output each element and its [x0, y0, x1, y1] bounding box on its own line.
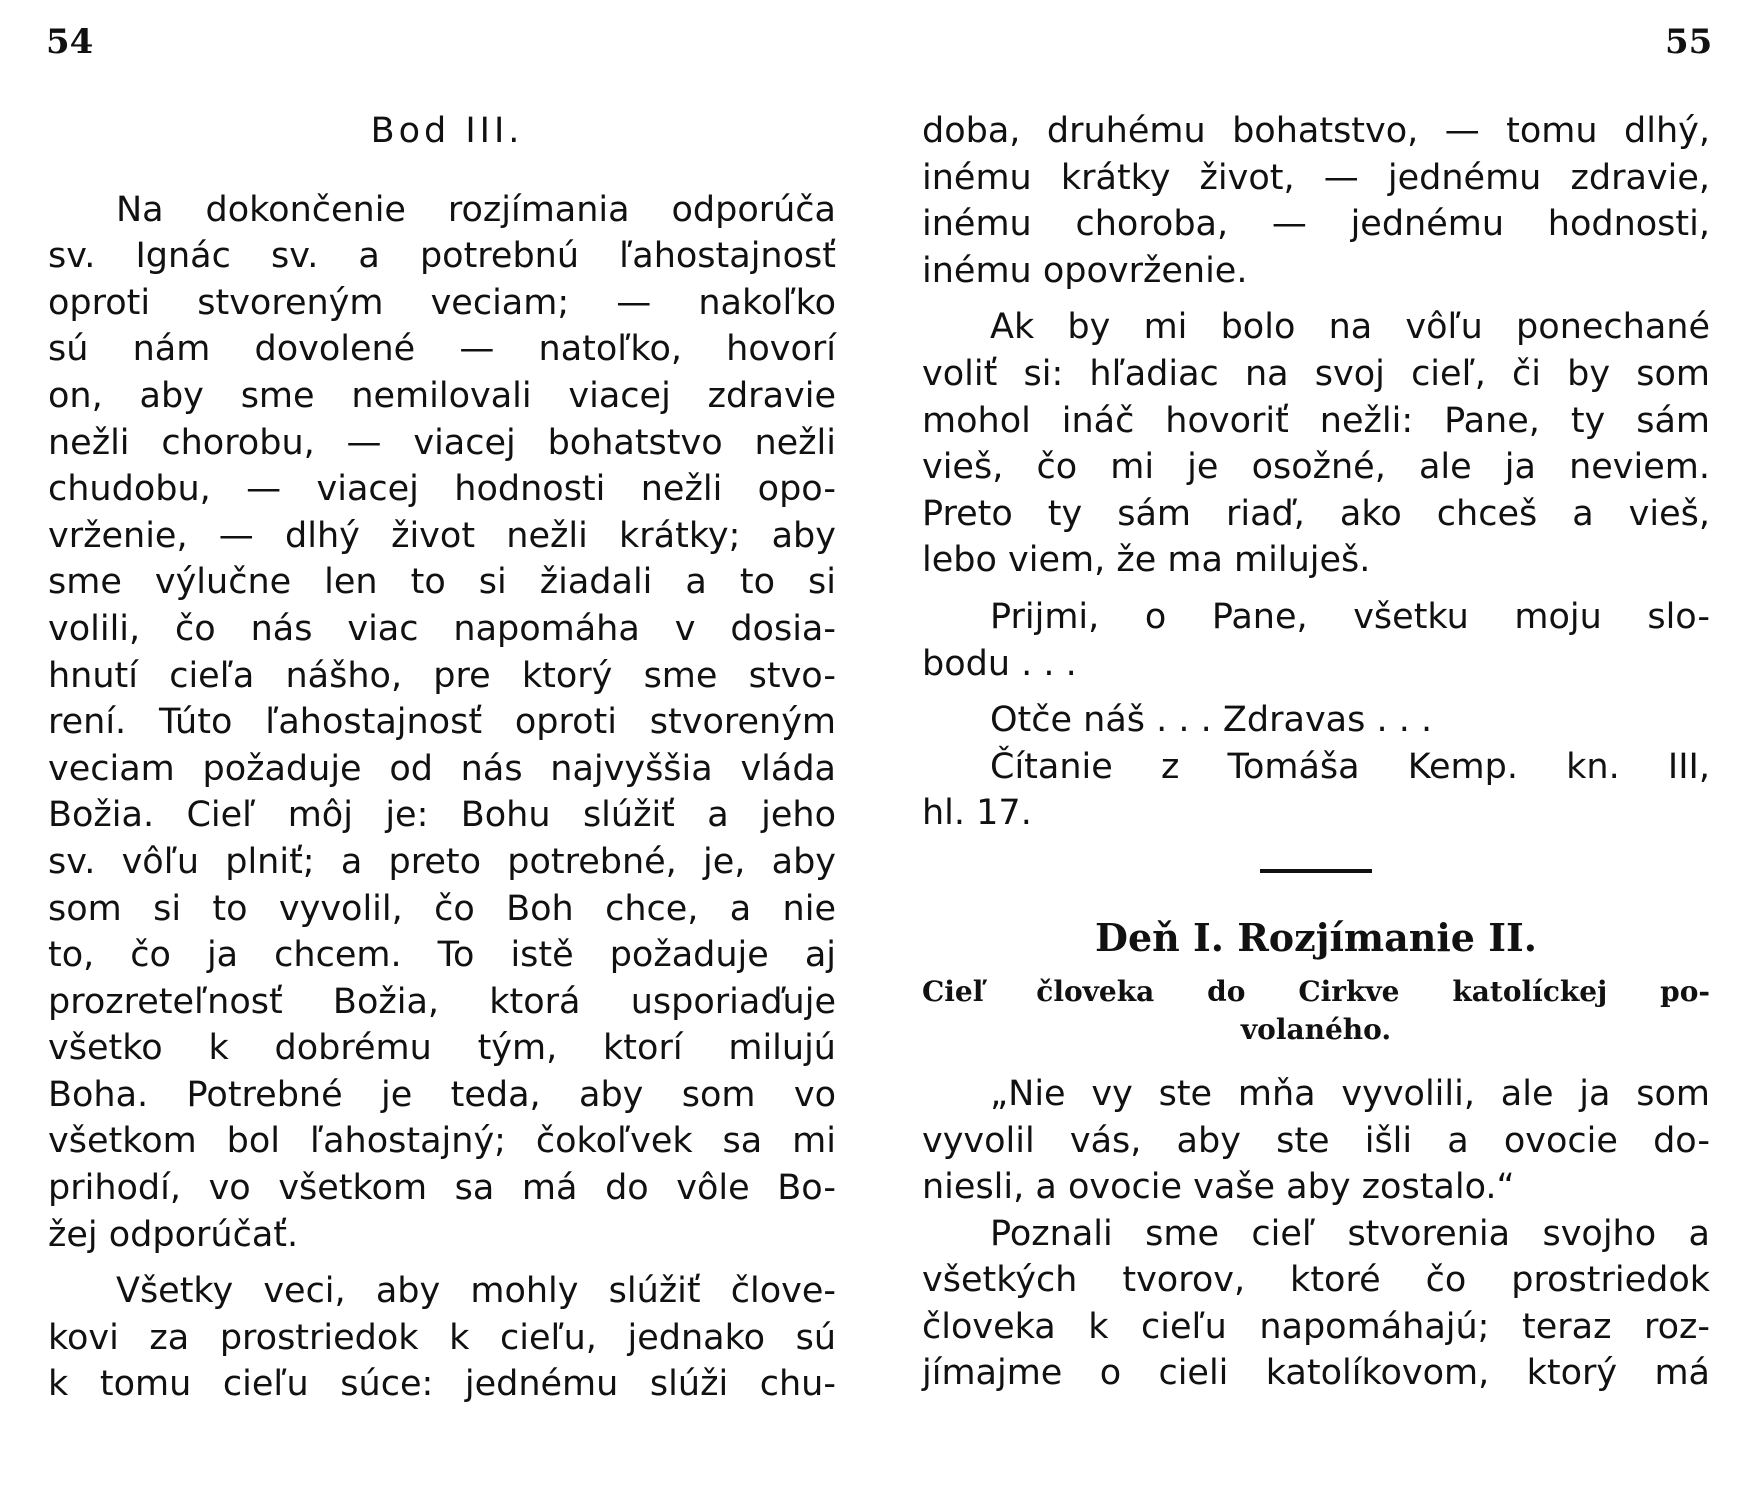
text-line: žej odporúčať.	[48, 1214, 299, 1255]
text-line: jímajme o cieli katolíkovom, ktorý má	[922, 1353, 1710, 1394]
text-line: prozreteľnosť Božia, ktorá usporiaďuje	[48, 981, 836, 1022]
text-line: bodu . . .	[922, 643, 1077, 684]
text-line: voliť si: hľadiac na svoj cieľ, či by som	[922, 353, 1710, 394]
text-line: kovi za prostriedok k cieľu, jednako sú	[48, 1317, 836, 1358]
text-line: nežli chorobu, — viacej bohatstvo nežli	[48, 422, 836, 463]
text-line: všetkom bol ľahostajný; čokoľvek sa mi	[48, 1121, 836, 1162]
text-line: všetko k dobrému tým, ktorí milujú	[48, 1028, 836, 1069]
text-line: inému krátky život, — jednému zdravie,	[922, 157, 1710, 198]
section-divider	[1260, 869, 1372, 873]
text-line: prihodí, vo všetkom sa má do vôle Bo-	[48, 1168, 836, 1209]
meditation-subtitle	[922, 973, 1710, 1049]
paragraph-prayer	[922, 594, 1710, 687]
paragraph-final	[922, 1211, 1710, 1397]
text-line: veciam požaduje od nás najvyššia vláda	[48, 748, 836, 789]
text-line: hl. 17.	[922, 793, 1032, 834]
text-line: som si to vyvolil, čo Boh chce, a nie	[48, 888, 836, 929]
text-line: vieš, čo mi je osožné, ale ja neviem.	[922, 447, 1710, 488]
text-line: sú nám dovolené — natoľko, hovorí	[48, 329, 836, 370]
text-line: Poznali sme cieľ stvorenia svojho a	[990, 1213, 1710, 1254]
text-line: Otče náš . . . Zdravas . . .	[990, 700, 1433, 741]
text-line: sme výlučne len to si žiadali a to si	[48, 562, 836, 603]
text-line: k tomu cieľu súce: jednému slúži chu-	[48, 1364, 836, 1405]
section-title: Bod III.	[370, 111, 524, 151]
text-line: hnutí cieľa nášho, pre ktorý sme stvo-	[48, 655, 836, 696]
subtitle-line: Cieľ človeka do Cirkve katolíckej po-	[922, 974, 1710, 1008]
paragraph-reading	[922, 744, 1710, 837]
paragraph-free-will	[922, 304, 1710, 584]
right-page-number: 55	[1665, 22, 1713, 62]
text-line: Všetky veci, aby mohly slúžiť člove-	[116, 1271, 836, 1312]
text-line: to, čo ja chcem. To istě požaduje aj	[48, 935, 836, 976]
text-line: inému choroba, — jednému hodnosti,	[922, 204, 1710, 245]
left-page-number: 54	[46, 22, 94, 62]
text-line: volili, čo nás viac napomáha v dosia-	[48, 608, 836, 649]
subtitle-line: volaného.	[1240, 1012, 1392, 1046]
day-title: Deň I. Rozjímanie II.	[1095, 914, 1537, 960]
text-line: vyvolil vás, aby ste išli a ovocie do-	[922, 1120, 1710, 1161]
text-line: mohol ináč hovoriť nežli: Pane, ty sám	[922, 400, 1710, 441]
text-line: Preto ty sám riaď, ako chceš a vieš,	[922, 493, 1710, 534]
text-line: niesli, a ovocie vaše aby zostalo.“	[922, 1167, 1515, 1208]
left-page-column	[48, 108, 836, 1408]
text-line: Čítanie z Tomáša Kemp. kn. III,	[990, 746, 1710, 787]
text-line: Ak by mi bolo na vôľu ponechané	[990, 307, 1710, 348]
paragraph-our-father	[922, 697, 1710, 744]
paragraph-quote	[922, 1071, 1710, 1211]
text-line: inému opovrženie.	[922, 250, 1248, 291]
text-line: všetkých tvorov, ktoré čo prostriedok	[922, 1260, 1710, 1301]
text-line: Na dokončenie rozjímania odporúča	[116, 189, 836, 230]
text-line: on, aby sme nemilovali viacej zdravie	[48, 375, 836, 416]
text-line: rení. Túto ľahostajnosť oproti stvoreným	[48, 702, 836, 743]
paragraph-indifference	[48, 187, 836, 1259]
right-page-column	[922, 108, 1710, 1397]
paragraph-all-things	[48, 1268, 836, 1408]
text-line: vrženie, — dlhý život nežli krátky; aby	[48, 515, 836, 556]
text-line: človeka k cieľu napomáhajú; teraz roz-	[922, 1306, 1710, 1347]
text-line: doba, druhému bohatstvo, — tomu dlhý,	[922, 111, 1710, 151]
text-line: chudobu, — viacej hodnosti nežli opo-	[48, 469, 836, 510]
text-line: sv. Ignác sv. a potrebnú ľahostajnosť	[48, 236, 836, 277]
text-line: sv. vôľu plniť; a preto potrebné, je, aby	[48, 841, 836, 882]
text-line: lebo viem, že ma miluješ.	[922, 540, 1371, 581]
text-line: oproti stvoreným veciam; — nakoľko	[48, 282, 836, 323]
text-line: „Nie vy ste mňa vyvolili, ale ja som	[990, 1073, 1710, 1114]
paragraph-continuation	[922, 108, 1710, 294]
text-line: Boha. Potrebné je teda, aby som vo	[48, 1074, 836, 1115]
text-line: Prijmi, o Pane, všetku moju slo-	[990, 596, 1710, 637]
text-line: Božia. Cieľ môj je: Bohu slúžiť a jeho	[48, 795, 836, 836]
